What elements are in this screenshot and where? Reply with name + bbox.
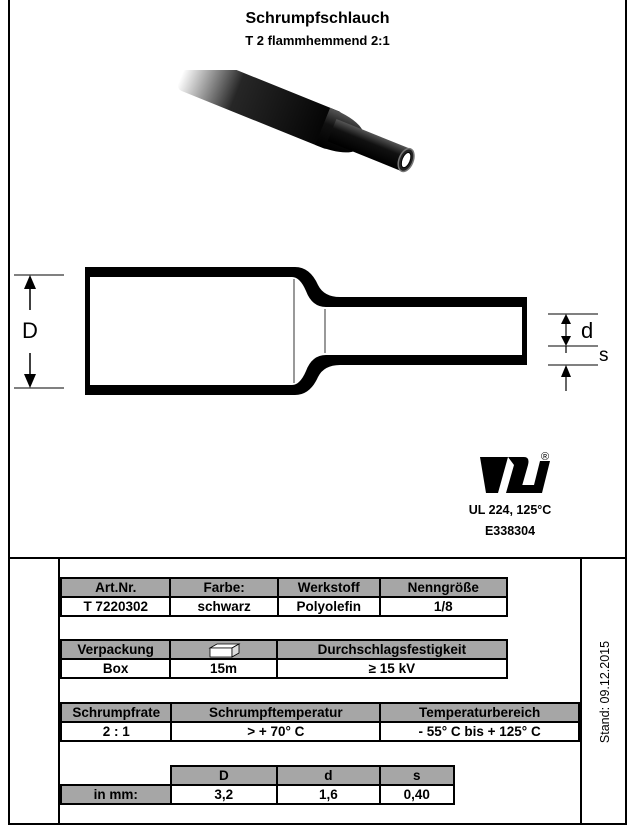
value-s: 0,40 bbox=[380, 785, 454, 804]
value-schrumpfrate: 2 : 1 bbox=[61, 722, 171, 741]
value-laenge: 15m bbox=[170, 659, 276, 678]
value-artnr: T 7220302 bbox=[61, 597, 170, 616]
spec-table-dimensions bbox=[60, 765, 455, 805]
label-d: d bbox=[581, 318, 594, 343]
stand-date-column bbox=[582, 559, 627, 825]
page-title: Schrumpfschlauch bbox=[245, 10, 390, 27]
header-werkstoff: Werkstoff bbox=[278, 578, 380, 597]
spec-table-packaging bbox=[60, 639, 508, 679]
ul-standard: UL 224, 125°C bbox=[468, 503, 552, 517]
header-D: D bbox=[171, 766, 278, 785]
box-icon bbox=[207, 643, 241, 658]
value-farbe: schwarz bbox=[170, 597, 277, 616]
empty-cell bbox=[61, 766, 171, 785]
stand-date: Stand: 09.12.2015 bbox=[597, 640, 612, 744]
spec-table-shrink bbox=[60, 702, 580, 742]
value-d: 1,6 bbox=[277, 785, 380, 804]
header-durchschlag: Durchschlagsfestigkeit bbox=[277, 640, 507, 659]
value-schrumpftemp: > + 70° C bbox=[171, 722, 380, 741]
value-verpackung: Box bbox=[61, 659, 170, 678]
section-divider bbox=[8, 557, 627, 559]
header-schrumpfrate: Schrumpfrate bbox=[61, 703, 171, 722]
header-farbe: Farbe: bbox=[170, 578, 277, 597]
ul-file-number: E338304 bbox=[484, 524, 536, 538]
header-box-icon-cell bbox=[170, 640, 276, 659]
header-temperaturbereich: Temperaturbereich bbox=[380, 703, 579, 722]
header-schrumpftemp: Schrumpftemperatur bbox=[171, 703, 380, 722]
dimension-diagram bbox=[0, 255, 635, 415]
page-subtitle: T 2 flammhemmend 2:1 bbox=[245, 33, 390, 48]
header-d: d bbox=[277, 766, 380, 785]
registered-mark: ® bbox=[541, 451, 550, 463]
value-nenngroesse: 1/8 bbox=[380, 597, 507, 616]
row-label-mm: in mm: bbox=[61, 785, 171, 804]
value-D: 3,2 bbox=[171, 785, 278, 804]
header-s: s bbox=[380, 766, 454, 785]
header-verpackung: Verpackung bbox=[61, 640, 170, 659]
value-temperaturbereich: - 55° C bis + 125° C bbox=[380, 722, 579, 741]
tube-photo bbox=[170, 70, 440, 190]
label-D: D bbox=[22, 318, 38, 343]
header-nenngroesse: Nenngröße bbox=[380, 578, 507, 597]
spec-table-article bbox=[60, 577, 508, 617]
header-artnr: Art.Nr. bbox=[61, 578, 170, 597]
value-durchschlag: ≥ 15 kV bbox=[277, 659, 507, 678]
label-s: s bbox=[599, 345, 609, 366]
value-werkstoff: Polyolefin bbox=[278, 597, 380, 616]
